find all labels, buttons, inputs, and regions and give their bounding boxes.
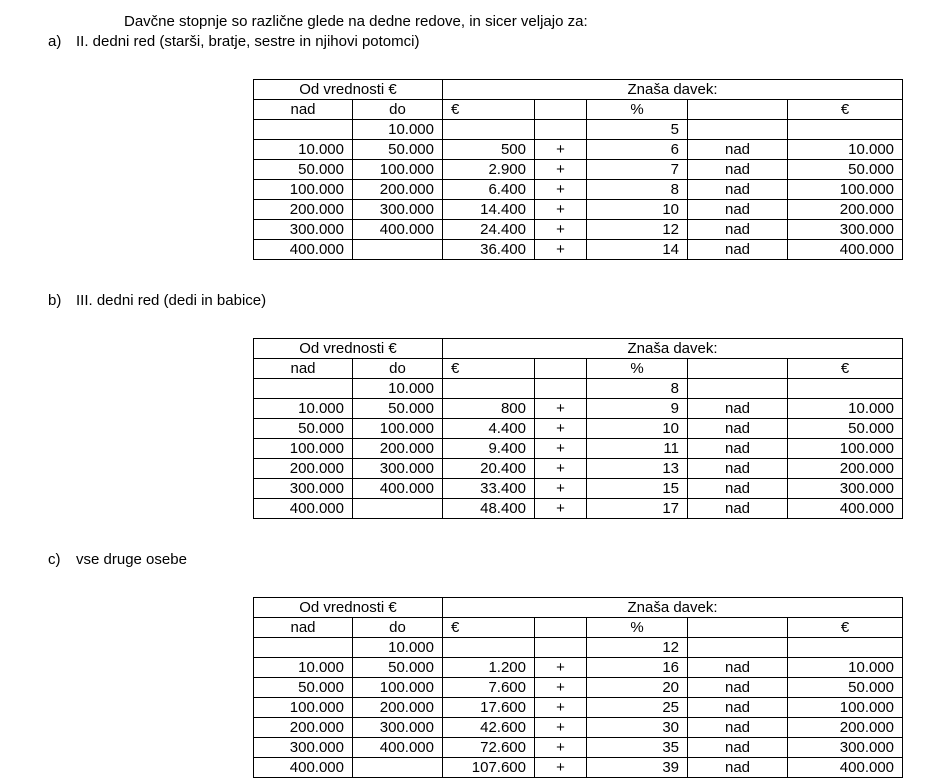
cell-nad: 50.000 <box>254 160 353 180</box>
section-title: II. dedni red (starši, bratje, sestre in njihovi potomci) <box>76 33 420 50</box>
cell-nad-label: nad <box>688 678 788 698</box>
table-row <box>254 140 903 160</box>
cell-do: 400.000 <box>353 479 443 499</box>
tax-rate-table <box>253 597 903 778</box>
cell-percent: 7 <box>587 160 688 180</box>
cell-percent: 17 <box>587 499 688 519</box>
cell-percent: 35 <box>587 738 688 758</box>
cell-nad: 10.000 <box>254 658 353 678</box>
cell-euro: 107.600 <box>443 758 535 778</box>
cell-plus: + <box>535 758 587 778</box>
cell-do: 200.000 <box>353 180 443 200</box>
cell-do: 10.000 <box>353 120 443 140</box>
cell-nad: 200.000 <box>254 200 353 220</box>
cell-nad: 300.000 <box>254 738 353 758</box>
cell-euro: 800 <box>443 399 535 419</box>
table-row <box>254 638 903 658</box>
header-od-vrednosti: Od vrednosti € <box>254 598 443 618</box>
table-row <box>254 439 903 459</box>
cell-plus: + <box>535 678 587 698</box>
cell-nad-label: nad <box>688 160 788 180</box>
table-header-row <box>254 339 903 359</box>
cell-nad: 200.000 <box>254 459 353 479</box>
cell-euro-threshold: 50.000 <box>788 419 903 439</box>
header-od-vrednosti: Od vrednosti € <box>254 339 443 359</box>
header-euro: € <box>788 359 903 379</box>
table-row <box>254 658 903 678</box>
cell-euro: 1.200 <box>443 658 535 678</box>
cell-nad: 300.000 <box>254 220 353 240</box>
cell-percent: 12 <box>587 638 688 658</box>
table-header-row <box>254 618 903 638</box>
header-euro: € <box>788 618 903 638</box>
cell-percent: 6 <box>587 140 688 160</box>
cell-plus: + <box>535 399 587 419</box>
cell-nad-label: nad <box>688 439 788 459</box>
cell-percent: 25 <box>587 698 688 718</box>
cell-plus: + <box>535 240 587 260</box>
cell-euro-threshold: 100.000 <box>788 180 903 200</box>
header-percent: % <box>587 359 688 379</box>
header-empty <box>535 359 587 379</box>
cell-nad: 10.000 <box>254 140 353 160</box>
section-marker: a) <box>48 33 62 50</box>
cell-nad-label: nad <box>688 220 788 240</box>
cell-plus: + <box>535 220 587 240</box>
cell-nad-label: nad <box>688 399 788 419</box>
table-row <box>254 399 903 419</box>
table-row <box>254 200 903 220</box>
cell-plus: + <box>535 439 587 459</box>
cell-nad-label: nad <box>688 459 788 479</box>
cell-euro <box>443 638 535 658</box>
cell-percent: 16 <box>587 658 688 678</box>
cell-do: 10.000 <box>353 379 443 399</box>
cell-nad-label: nad <box>688 419 788 439</box>
cell-nad-label: nad <box>688 499 788 519</box>
cell-euro-threshold <box>788 120 903 140</box>
cell-percent: 14 <box>587 240 688 260</box>
cell-plus: + <box>535 140 587 160</box>
cell-euro-threshold <box>788 638 903 658</box>
table-row <box>254 718 903 738</box>
cell-do: 400.000 <box>353 738 443 758</box>
header-empty <box>688 359 788 379</box>
tax-rate-table <box>253 338 903 519</box>
cell-nad <box>254 638 353 658</box>
cell-euro <box>443 120 535 140</box>
cell-euro: 20.400 <box>443 459 535 479</box>
table-row <box>254 120 903 140</box>
cell-euro: 2.900 <box>443 160 535 180</box>
cell-percent: 10 <box>587 200 688 220</box>
cell-euro: 7.600 <box>443 678 535 698</box>
cell-euro: 48.400 <box>443 499 535 519</box>
cell-percent: 9 <box>587 399 688 419</box>
header-znasa-davek: Znaša davek: <box>443 80 903 100</box>
table-row <box>254 758 903 778</box>
table-row <box>254 459 903 479</box>
tax-rate-table <box>253 79 903 260</box>
cell-percent: 10 <box>587 419 688 439</box>
cell-do: 300.000 <box>353 459 443 479</box>
cell-nad-label: nad <box>688 658 788 678</box>
cell-nad <box>254 120 353 140</box>
section-marker: c) <box>48 551 61 568</box>
cell-euro-threshold: 400.000 <box>788 499 903 519</box>
table-header-row <box>254 100 903 120</box>
cell-euro: 72.600 <box>443 738 535 758</box>
section-title: vse druge osebe <box>76 551 187 568</box>
cell-nad: 400.000 <box>254 499 353 519</box>
cell-euro-threshold: 10.000 <box>788 399 903 419</box>
cell-percent: 39 <box>587 758 688 778</box>
header-euro: € <box>788 100 903 120</box>
table-row <box>254 678 903 698</box>
cell-nad: 100.000 <box>254 439 353 459</box>
cell-do: 300.000 <box>353 718 443 738</box>
cell-euro-threshold: 100.000 <box>788 439 903 459</box>
intro-text: Davčne stopnje so različne glede na dedne redove, in sicer veljajo za: <box>124 13 588 30</box>
cell-do: 400.000 <box>353 220 443 240</box>
cell-nad: 200.000 <box>254 718 353 738</box>
section-title: III. dedni red (dedi in babice) <box>76 292 267 309</box>
cell-plus: + <box>535 200 587 220</box>
cell-plus: + <box>535 479 587 499</box>
header-euro: € <box>443 618 535 638</box>
cell-do: 50.000 <box>353 658 443 678</box>
cell-do: 200.000 <box>353 439 443 459</box>
table-header-row <box>254 359 903 379</box>
cell-percent: 30 <box>587 718 688 738</box>
table-row <box>254 479 903 499</box>
cell-euro: 17.600 <box>443 698 535 718</box>
header-do: do <box>353 618 443 638</box>
cell-nad-label <box>688 379 788 399</box>
cell-plus: + <box>535 160 587 180</box>
cell-nad: 300.000 <box>254 479 353 499</box>
cell-plus: + <box>535 738 587 758</box>
header-empty <box>535 618 587 638</box>
header-percent: % <box>587 618 688 638</box>
cell-euro-threshold: 50.000 <box>788 160 903 180</box>
table-row <box>254 220 903 240</box>
table-row <box>254 160 903 180</box>
cell-euro-threshold: 10.000 <box>788 140 903 160</box>
cell-plus: + <box>535 698 587 718</box>
table-row <box>254 738 903 758</box>
cell-euro-threshold <box>788 379 903 399</box>
section-marker: b) <box>48 292 62 309</box>
cell-euro: 33.400 <box>443 479 535 499</box>
cell-nad-label: nad <box>688 479 788 499</box>
cell-euro-threshold: 200.000 <box>788 718 903 738</box>
cell-plus <box>535 638 587 658</box>
cell-euro-threshold: 300.000 <box>788 738 903 758</box>
cell-do: 300.000 <box>353 200 443 220</box>
header-percent: % <box>587 100 688 120</box>
section-heading <box>48 291 266 310</box>
cell-euro-threshold: 200.000 <box>788 459 903 479</box>
cell-euro: 24.400 <box>443 220 535 240</box>
table-row <box>254 240 903 260</box>
cell-nad: 400.000 <box>254 240 353 260</box>
cell-nad <box>254 379 353 399</box>
cell-plus: + <box>535 499 587 519</box>
table-header-row <box>254 80 903 100</box>
cell-do <box>353 240 443 260</box>
table-row <box>254 419 903 439</box>
cell-euro-threshold: 10.000 <box>788 658 903 678</box>
header-empty <box>535 100 587 120</box>
cell-percent: 11 <box>587 439 688 459</box>
header-od-vrednosti: Od vrednosti € <box>254 80 443 100</box>
cell-nad: 50.000 <box>254 678 353 698</box>
section-heading <box>48 32 419 51</box>
cell-plus: + <box>535 419 587 439</box>
cell-do <box>353 758 443 778</box>
cell-do: 10.000 <box>353 638 443 658</box>
header-do: do <box>353 359 443 379</box>
cell-euro-threshold: 200.000 <box>788 200 903 220</box>
section-heading <box>48 550 187 569</box>
cell-euro <box>443 379 535 399</box>
cell-do: 50.000 <box>353 140 443 160</box>
cell-percent: 8 <box>587 379 688 399</box>
cell-euro: 42.600 <box>443 718 535 738</box>
cell-euro: 4.400 <box>443 419 535 439</box>
header-znasa-davek: Znaša davek: <box>443 598 903 618</box>
cell-euro: 500 <box>443 140 535 160</box>
cell-percent: 5 <box>587 120 688 140</box>
table-row <box>254 698 903 718</box>
cell-euro-threshold: 300.000 <box>788 220 903 240</box>
header-empty <box>688 618 788 638</box>
header-nad: nad <box>254 618 353 638</box>
header-do: do <box>353 100 443 120</box>
header-euro: € <box>443 100 535 120</box>
cell-nad-label: nad <box>688 718 788 738</box>
cell-euro: 36.400 <box>443 240 535 260</box>
cell-euro: 14.400 <box>443 200 535 220</box>
cell-nad-label: nad <box>688 180 788 200</box>
cell-percent: 12 <box>587 220 688 240</box>
cell-do <box>353 499 443 519</box>
cell-plus <box>535 379 587 399</box>
header-nad: nad <box>254 359 353 379</box>
cell-nad-label: nad <box>688 698 788 718</box>
cell-percent: 13 <box>587 459 688 479</box>
cell-nad-label: nad <box>688 200 788 220</box>
cell-nad-label: nad <box>688 140 788 160</box>
cell-nad: 400.000 <box>254 758 353 778</box>
header-nad: nad <box>254 100 353 120</box>
cell-plus: + <box>535 658 587 678</box>
cell-do: 200.000 <box>353 698 443 718</box>
cell-nad: 100.000 <box>254 180 353 200</box>
cell-percent: 15 <box>587 479 688 499</box>
cell-euro-threshold: 400.000 <box>788 240 903 260</box>
cell-nad-label: nad <box>688 240 788 260</box>
table-row <box>254 180 903 200</box>
cell-percent: 20 <box>587 678 688 698</box>
cell-nad: 10.000 <box>254 399 353 419</box>
cell-nad-label <box>688 120 788 140</box>
table-header-row <box>254 598 903 618</box>
cell-nad-label <box>688 638 788 658</box>
cell-do: 100.000 <box>353 678 443 698</box>
cell-plus: + <box>535 180 587 200</box>
cell-euro-threshold: 50.000 <box>788 678 903 698</box>
header-empty <box>688 100 788 120</box>
cell-plus: + <box>535 718 587 738</box>
cell-nad: 100.000 <box>254 698 353 718</box>
cell-euro-threshold: 300.000 <box>788 479 903 499</box>
cell-percent: 8 <box>587 180 688 200</box>
cell-do: 50.000 <box>353 399 443 419</box>
cell-plus: + <box>535 459 587 479</box>
cell-euro: 9.400 <box>443 439 535 459</box>
cell-euro-threshold: 400.000 <box>788 758 903 778</box>
cell-nad: 50.000 <box>254 419 353 439</box>
cell-euro-threshold: 100.000 <box>788 698 903 718</box>
cell-plus <box>535 120 587 140</box>
header-znasa-davek: Znaša davek: <box>443 339 903 359</box>
cell-do: 100.000 <box>353 419 443 439</box>
table-row <box>254 499 903 519</box>
cell-nad-label: nad <box>688 758 788 778</box>
cell-nad-label: nad <box>688 738 788 758</box>
table-row <box>254 379 903 399</box>
cell-euro: 6.400 <box>443 180 535 200</box>
header-euro: € <box>443 359 535 379</box>
cell-do: 100.000 <box>353 160 443 180</box>
